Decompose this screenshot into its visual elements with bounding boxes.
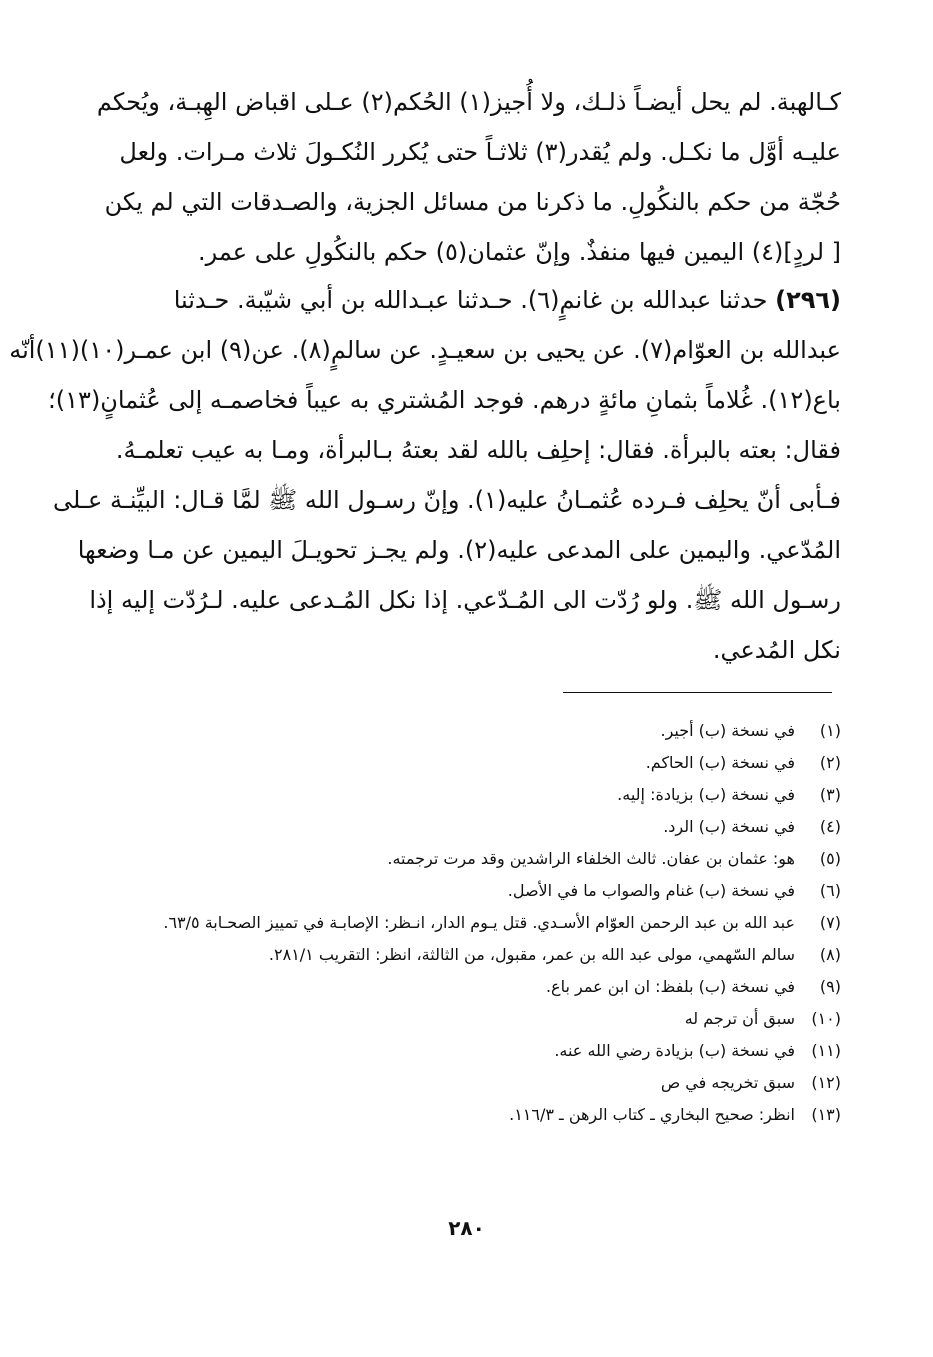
footnote-number: (٢)	[819, 753, 841, 772]
footnote-text: سبق تخريجه في ص	[660, 1073, 795, 1092]
footnote-separator	[563, 692, 832, 693]
footnote-text: في نسخة (ب) الرد.	[663, 817, 795, 836]
text-line: [ لردٍ](٤) اليمين فيها منفذٌ. وإنّ عثمان(٥) حكم بالنكُولِ على عمر.	[198, 238, 841, 266]
text-line: باع(١٢). غُلاماً بثمانِ مائةٍ درهم. فوجد المُشتري به عيباً فخاصمـه إلى عُثمانٍ(١٣)؛	[48, 386, 841, 414]
footnotes	[136, 715, 841, 1131]
footnote-number: (٧)	[819, 913, 841, 932]
footnote-text: في نسخة (ب) بزيادة رضي الله عنه.	[554, 1041, 795, 1060]
hadith-number: (٢٩٦)	[775, 286, 841, 314]
footnote	[136, 715, 841, 747]
footnote-text: في نسخة (ب) الحاكم.	[645, 753, 795, 772]
text-line: رسـول الله ﷺ. ولو رُدّت الى المُـدّعي. إذا نكل المُـدعى عليه. لـرُدّت إليه إذا	[89, 586, 841, 614]
text-line	[123, 275, 841, 325]
page-number: ٢٨٠	[448, 1216, 485, 1240]
footnote-text: في نسخة (ب) بلفظ: ان ابن عمر باع.	[545, 977, 795, 996]
text-line: نكل المُدعي.	[712, 636, 841, 664]
text-line: فـأبى أنّ يحلِف فـرده عُثمـانُ عليه(١). وإنّ رسـول الله ﷺ لمَّا قـال: البيِّنـة عـلى	[53, 486, 841, 514]
footnote	[136, 779, 841, 811]
footnote-number: (٦)	[819, 881, 841, 900]
footnote	[136, 1099, 841, 1131]
footnote-text: في نسخة (ب) أجير.	[660, 721, 795, 740]
footnote-text: سالم السّهمي، مولى عبد الله بن عمر، مقبول، من الثالثة، انظر: التقريب ٢٨١/١.	[268, 945, 795, 964]
footnote-text: انظر: صحيح البخاري ـ كتاب الرهن ـ ١١٦/٣.	[509, 1105, 795, 1124]
footnote	[136, 1035, 841, 1067]
paragraph-1	[96, 77, 841, 277]
footnote	[136, 1067, 841, 1099]
text-line: فقال: بعته بالبرأة. فقال: إحلِف بالله لقد بعتهُ بـالبرأة، ومـا به عيب تعلمـهُ.	[115, 436, 841, 464]
footnote-text: هو: عثمان بن عفان. ثالث الخلفاء الراشدين وقد مرت ترجمته.	[387, 849, 795, 868]
footnote	[136, 811, 841, 843]
footnote-number: (٩)	[819, 977, 841, 996]
footnote-number: (١١)	[811, 1041, 841, 1060]
footnote-text: سبق أن ترجم له	[684, 1009, 795, 1028]
footnote-text: في نسخة (ب) بزيادة: إليه.	[617, 785, 795, 804]
footnote-number: (١٢)	[811, 1073, 841, 1092]
footnote	[136, 939, 841, 971]
footnote-number: (١٣)	[811, 1105, 841, 1124]
text-line: كـالهبة. لم يحل أيضـاً ذلـك، ولا أُجيز(١) الحُكم(٢) عـلى اقباض الهِبـة، ويُحكم	[96, 88, 841, 116]
footnote-number: (٨)	[819, 945, 841, 964]
footnote	[136, 971, 841, 1003]
footnote-number: (٣)	[819, 785, 841, 804]
text-line: عبدالله بن العوّام(٧). عن يحيى بن سعيـدٍ. عن سالمٍ(٨). عن(٩) ابن عمـر(١٠)(١١)أنّه	[9, 336, 841, 364]
footnote-text: عبد الله بن عبد الرحمن العوّام الأسـدي. قتل يـوم الدار، انـظر: الإصابـة في تمييز الصحـابة ٦٣/٥.	[163, 913, 795, 932]
footnote-number: (٤)	[819, 817, 841, 836]
footnote	[136, 1003, 841, 1035]
footnote	[136, 747, 841, 779]
text-line-content: حدثنا عبدالله بن غانمٍ(٦). حـدثنا عبـدالله بن أبي شيّبة. حـدثنا	[173, 286, 768, 314]
footnote-text: في نسخة (ب) غنام والصواب ما في الأصل.	[507, 881, 795, 900]
text-line: حُجّة من حكم بالنكُولِ. ما ذكرنا من مسائل الجزية، والصـدقات التي لم يكن	[104, 188, 841, 216]
footnote	[136, 875, 841, 907]
text-line: المُدّعي. واليمين على المدعى عليه(٢). ولم يجـز تحويـلَ اليمين عن مـا وضعها	[77, 536, 841, 564]
footnote-number: (٥)	[819, 849, 841, 868]
footnote	[136, 907, 841, 939]
footnote-number: (١)	[819, 721, 841, 740]
footnote	[136, 843, 841, 875]
text-line: عليـه أوَّل ما نكـل. ولم يُقدر(٣) ثلاثـاً حتى يُكرر النُكـولَ ثلاث مـرات. ولعل	[119, 138, 841, 166]
footnote-number: (١٠)	[811, 1009, 841, 1028]
paragraph-2	[9, 275, 841, 675]
